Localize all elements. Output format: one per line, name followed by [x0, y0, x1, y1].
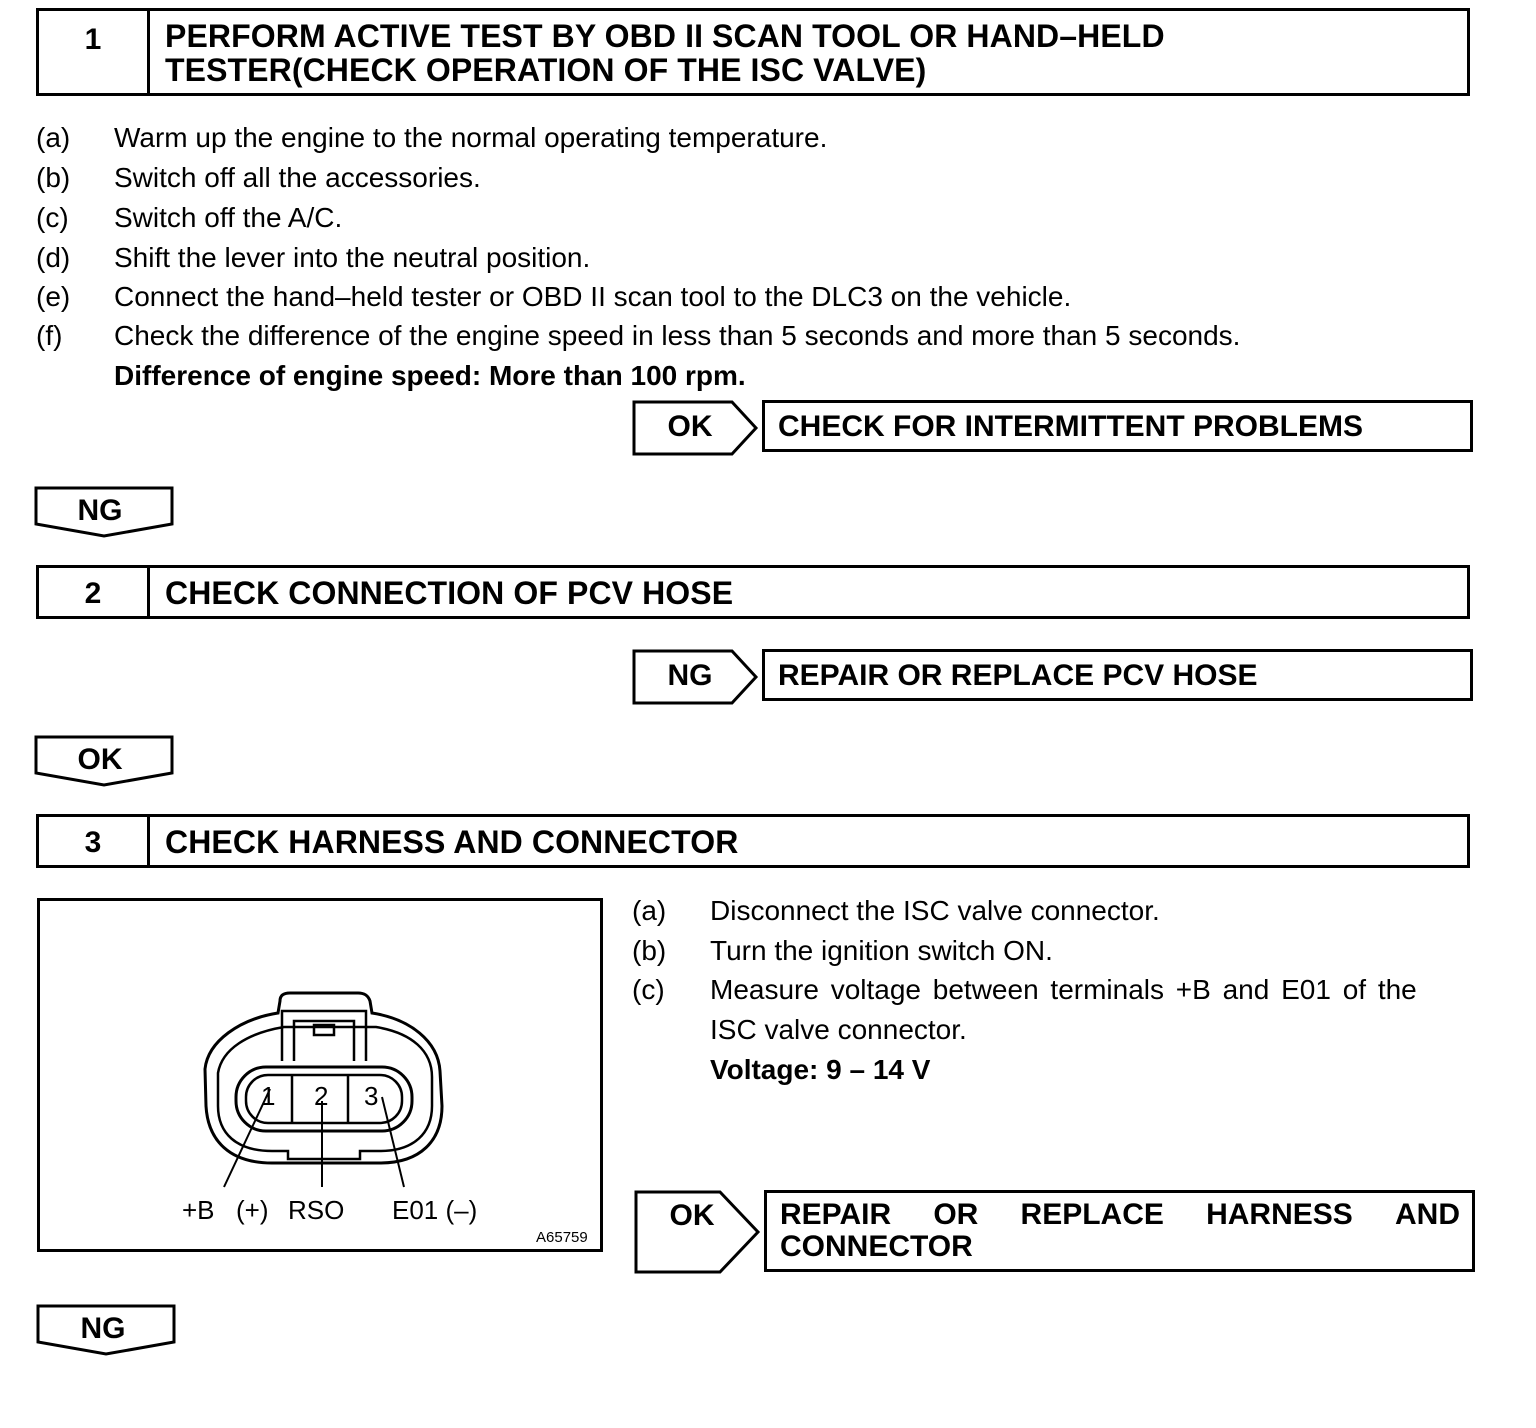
step-1-ng-tag: NG: [77, 494, 123, 527]
step-1-action-box: CHECK FOR INTERMITTENT PROBLEMS: [762, 400, 1473, 452]
step-1-spec: Difference of engine speed: More than 100 rpm.: [114, 360, 746, 391]
step-1-title-line1: PERFORM ACTIVE TEST BY OBD II SCAN TOOL OR HAND–HELD: [165, 18, 1165, 54]
step-2-action-box: REPAIR OR REPLACE PCV HOSE: [762, 649, 1473, 701]
step-3-header: [36, 814, 1470, 868]
step-2-title: CHECK CONNECTION OF PCV HOSE: [165, 575, 734, 611]
terminal-b-label: +B: [182, 1195, 215, 1225]
terminal-plus-label: (+): [236, 1195, 269, 1225]
pin-2-label: 2: [314, 1081, 329, 1111]
step-1-ok-tag: OK: [667, 410, 713, 443]
step-3-item-c-cont: ISC valve connector.: [710, 1014, 967, 1045]
step-3-action-box: [764, 1190, 1475, 1272]
terminal-rso-label: RSO: [288, 1195, 345, 1225]
step-3-title: CHECK HARNESS AND CONNECTOR: [165, 824, 739, 860]
step-3-ok-tag: OK: [669, 1199, 715, 1232]
step-1-title: [165, 19, 1451, 87]
pin-3-label: 3: [364, 1081, 379, 1111]
terminal-e01-label: E01 (–): [392, 1195, 478, 1225]
step-3-action-line1: REPAIR OR REPLACE HARNESS AND: [780, 1198, 1460, 1231]
step-1-number: 1: [39, 11, 150, 93]
figure-code: A65759: [536, 1229, 588, 1246]
step-3-spec: Voltage: 9 – 14 V: [710, 1054, 931, 1085]
step-1-title-line2: TESTER(CHECK OPERATION OF THE ISC VALVE): [165, 52, 927, 88]
step-3-ng-tag: NG: [80, 1312, 126, 1345]
connector-figure: [37, 898, 603, 1252]
pin-1-label: 1: [261, 1081, 276, 1111]
step-1-header: [36, 8, 1470, 96]
step-3-action-line2: CONNECTOR: [780, 1230, 973, 1263]
step-3-number: 3: [39, 817, 150, 865]
step-2-number: 2: [39, 568, 150, 616]
step-2-ng-tag: NG: [667, 659, 713, 692]
step-2-header: [36, 565, 1470, 619]
step-2-ok-tag: OK: [77, 743, 123, 776]
